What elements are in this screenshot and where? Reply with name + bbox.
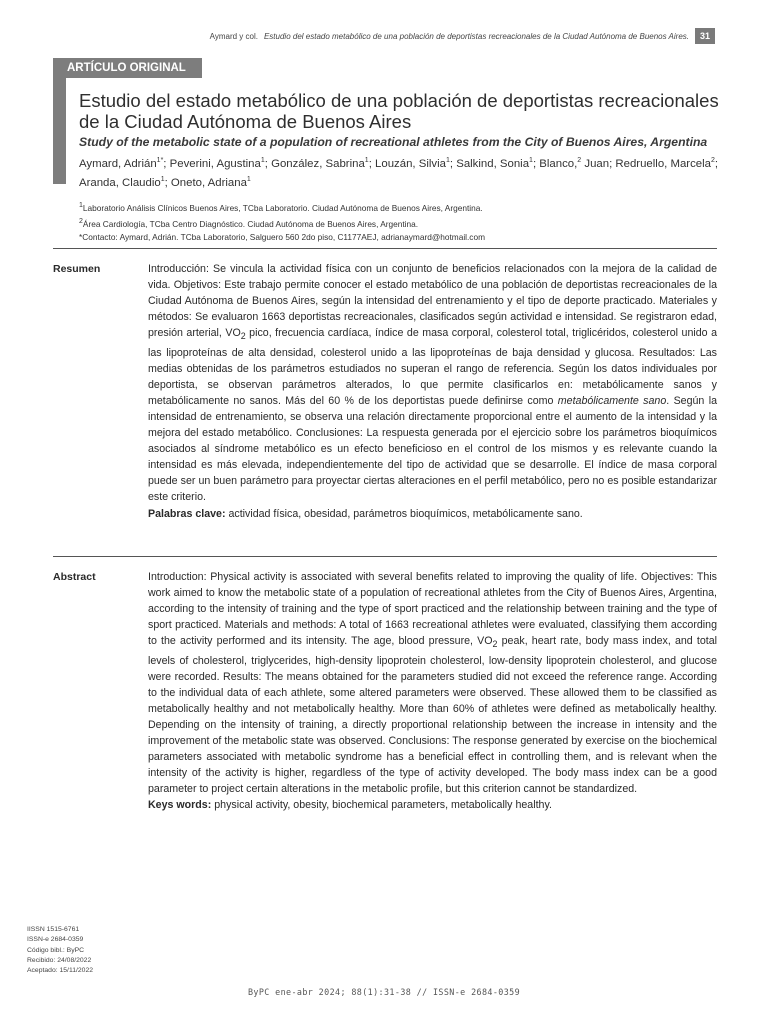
author-sep: ; [163,157,170,170]
title-english: Study of the metabolic state of a population of recreational athletes from the City of Buenos Aires, Argentina [79,135,708,149]
meta-accepted: Aceptado: 15/11/2022 [27,967,94,975]
abstract-keywords-text: physical activity, obesity, biochemical parameters, metabolically healthy. [211,799,552,812]
author-name: Peverini, Agustina [169,157,261,170]
author-sup: 1 [364,157,369,164]
resumen-text [148,261,717,506]
resumen-italic: metabólicamente sano [557,394,667,407]
resumen-text-1: Introducción: Se vincula la actividad física con un conjunto de beneficios relacionados con la mejora de la calidad de vida. Objetivos: Este trabajo permite conocer el estado metabólico de una población de deportistas recreacionales de la Ciudad Autónoma de Buenos Aires, según la intensidad del entrenamiento y el tipo de deporte practicado. Materiales y métodos: Se evaluaron 1663 deportistas recreacionales, clasificados según actividad e intensidad. Se registraron edad, presión arterial, VO [148,263,717,340]
affiliation-2 [79,215,719,231]
publication-meta [27,925,93,976]
author-sep: ; [532,157,540,170]
author-sep: ; Aranda, Claudio [79,157,719,189]
abstract-label: Abstract [53,571,96,583]
author-sup: 1 [445,157,450,164]
meta-issn: IISSN 1515-6761 [27,926,80,933]
author-sep: ; Oneto, Adriana [164,176,247,189]
author-name: Salkind, Sonia [456,157,530,170]
resumen-keywords-label: Palabras clave: [148,507,226,520]
resumen-keywords-text: actividad física, obesidad, parámetros bioquímicos, metabólicamente sano. [225,507,583,520]
page-footer: ByPC ene-abr 2024; 88(1):31-38 // ISSN-e 2684-0359 [247,987,521,997]
author-sup: 1 [529,157,533,164]
affiliation-2-num: 2 [79,217,83,225]
page-number: 31 [695,28,715,44]
running-head [210,28,715,44]
contact-line: *Contacto: Aymard, Adrián. TCba Laboratorio, Salguero 560 2do piso, C1177AEJ, adrianaymard@hotmail.com [79,231,485,242]
abstract-keywords-label: Keys words: [148,799,212,812]
resumen-label: Resumen [53,263,101,275]
affiliation-1-text: Laboratorio Análisis Clínicos Buenos Aires, TCba Laboratorio. Ciudad Autónoma de Buenos Aires, Argentina. [82,202,483,213]
author-sep: ; [449,157,457,170]
resumen-text-2: pico, frecuencia cardíaca, índice de masa corporal, colesterol total, triglicéridos, colesterol unido a las lipoproteínas de alta densidad, colesterol unido a las lipoproteínas de baja densidad y glucosa. Resultados: Las medias obtenidas de los parámetros estudiados no superan el rango de referencia. Según los datos individuales por deportista, se observan parámetros alterados, lo que permite clasificarlos en: metabólicamente sanos y metabólicamente no sanos. Más del 60 % de los deportistas puede definirse como [148,327,717,407]
abstract-keywords [148,797,717,813]
running-head-title: Estudio del estado metabólico de una población de deportistas recreacionales de la Ciudad Autónoma de Buenos Aires. [263,31,689,41]
resumen-text-3: . Según la intensidad de entrenamiento, se observa una relación directamente proporcional entre el aumento de la intensidad y la mejora del estado metabólico. Conclusiones: La respuesta generada por el ejercicio sobre los parámetros bioquímicos asociados al síndrome metabólico es un efecto beneficioso en el control de los mismos y es relevante cuando la intensidad es más elevada, independientemente del tipo de actividad que se desarrolle. El índice de masa corporal puede ser un buen parámetro para proyectar ciertas alteraciones en el perfil metabólico, pero no es posible estandarizar este criterio. [148,394,717,504]
section-tag: ARTÍCULO ORIGINAL [53,58,202,78]
author-sep: ; [264,157,272,170]
title-block [79,90,719,191]
abstract-sub: 2 [492,639,498,650]
author-sup: 1 [260,157,265,164]
abstract-text [148,569,717,797]
affiliation-1-num: 1 [79,202,83,209]
author-sep: Juan; Redruello, Marcela [581,157,711,170]
author-sup: 1 [160,175,165,183]
resumen-sub: 2 [240,331,246,342]
title-accent-bar [53,78,66,184]
running-head-authors: Aymard y col. [209,31,258,41]
meta-received: Recibido: 24/08/2022 [27,956,92,964]
affiliations [79,199,719,244]
author-name: Louzán, Silvia [375,157,446,170]
author-sup: 2 [577,157,582,164]
author-name: Aymard, Adrián [79,157,157,170]
author-name: González, Sabrina [271,157,365,170]
author-sup: 2 [711,157,715,164]
author-name: Blanco, [539,157,578,170]
affiliation-1 [79,199,719,215]
abstract-text-1: Introduction: Physical activity is associated with several benefits related to improving the quality of life. Objectives: This work aimed to know the metabolic state of a population of recreational athletes from the City of Buenos Aires, Argentina, according to the intensity of training and the type of sport practiced and the relationship between training and the type of sport practiced. Materials and methods: A total of 1663 recreational athletes were evaluated, classifying them according to the activity performed and its intensity. The age, blood pressure, VO [148,571,717,648]
abstract-body [148,569,717,814]
author-sep: ; [368,157,376,170]
title-spanish: Estudio del estado metabólico de una población de deportistas recreacionales de la Ciudad Autónoma de Buenos Aires [79,90,719,132]
author-list [79,153,719,191]
affiliation-2-text: Área Cardiología, TCba Centro Diagnóstico. Ciudad Autónoma de Buenos Aires, Argentina. [82,218,419,229]
divider-abstract [53,556,717,557]
author-sup: 1* [156,157,164,164]
resumen-body [148,261,717,522]
resumen-keywords [148,506,717,522]
meta-issn-e: ISSN-e 2684-0359 [27,936,84,944]
abstract-text-2: peak, heart rate, body mass index, and total levels of cholesterol, triglycerides, high-density lipoprotein cholesterol, low-density lipoprotein cholesterol, and glucose were recorded. Results: The means obtained for the parameters studied did not exceed the reference range. According to the individual data of each athlete, some altered parameters were observed. These allowed them to be classified as metabolically healthy and not metabolically healthy. More than 60% of athletes were defined as metabolically healthy. Depending on the intensity of training, a directly proportional relationship between the increase in intensity and the improvement of the metabolic state was observed. Conclusions: The response generated by exercise on the biochemical parameters associated with metabolic syndrome has a beneficial effect in controlling them, and is relevant when the intensity of the activity is higher, regardless of the type of activity developed. The body mass index can be a good parameter to project certain alterations in the metabolic profile, but this criterion cannot be standardized. [148,635,717,796]
author-sup: 1 [246,175,251,183]
divider-resumen [53,248,717,249]
meta-code: Código bibl.: ByPC [27,946,85,954]
